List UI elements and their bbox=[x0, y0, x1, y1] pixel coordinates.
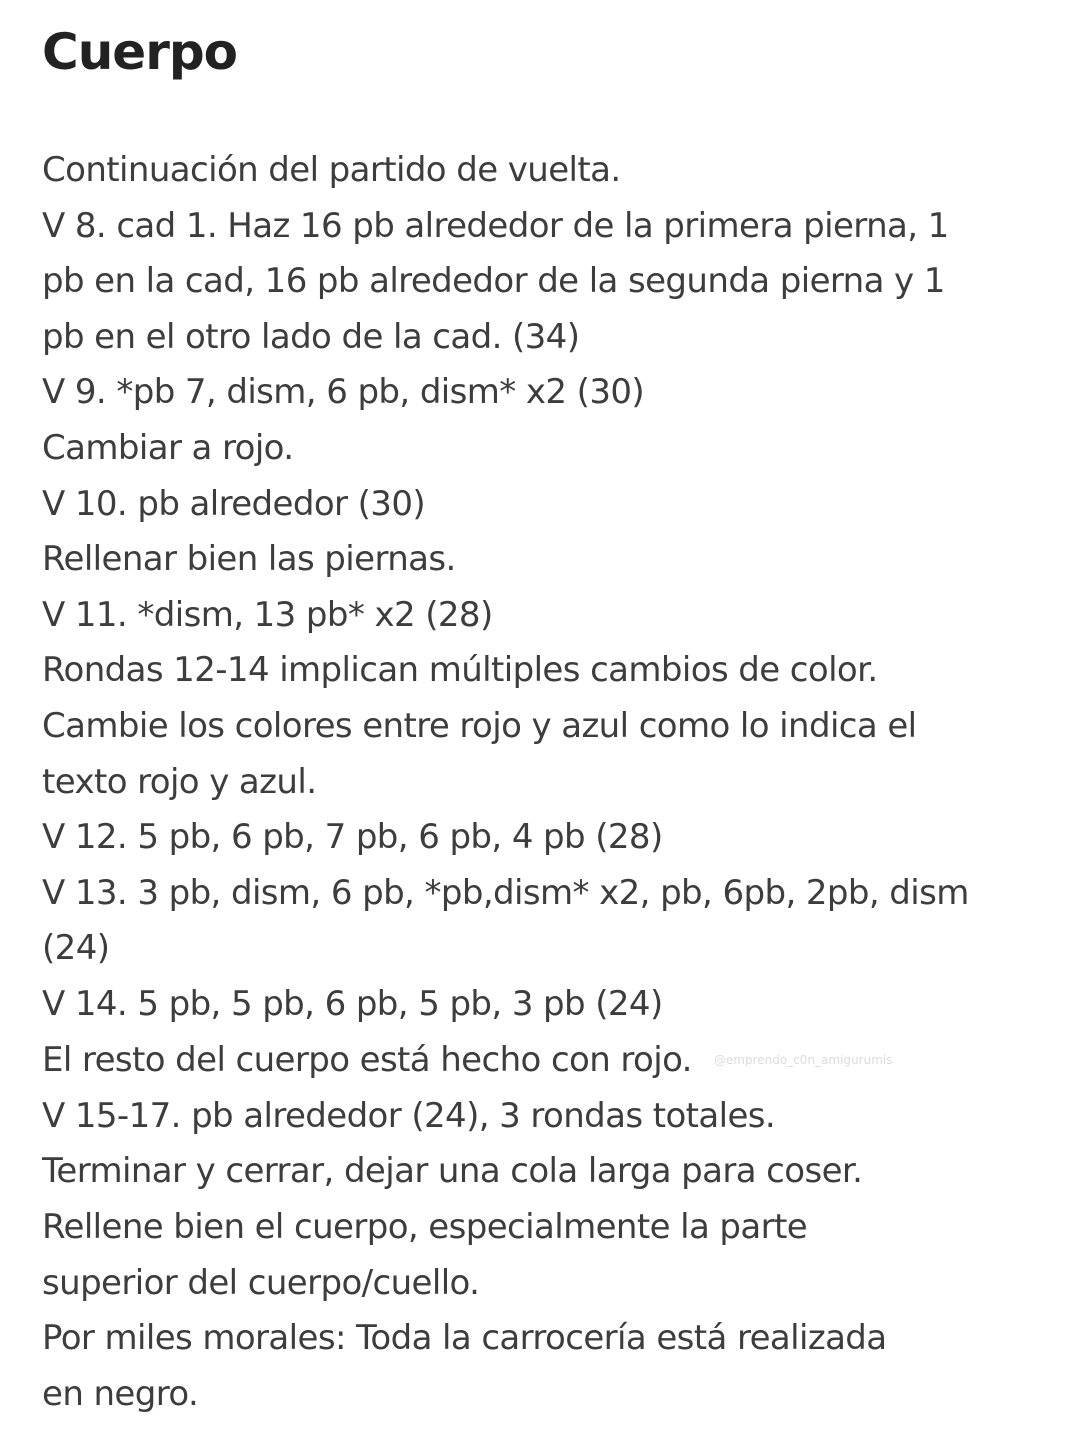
text-line: V 11. *dism, 13 pb* x2 (28) bbox=[42, 594, 493, 635]
text-line: pb en la cad, 16 pb alrededor de la segunda pierna y 1 bbox=[42, 261, 945, 302]
text-line: El resto del cuerpo está hecho con rojo. bbox=[42, 1039, 692, 1080]
text-line: Por miles morales: Toda la carrocería está realizada bbox=[42, 1318, 887, 1359]
text-line: superior del cuerpo/cuello. bbox=[42, 1262, 480, 1303]
text-line: (24) bbox=[42, 928, 110, 969]
text-line: texto rojo y azul. bbox=[42, 761, 317, 802]
text-line: Rellenar bien las piernas. bbox=[42, 539, 456, 580]
text-line: Rellene bien el cuerpo, especialmente la parte bbox=[42, 1206, 808, 1247]
text-line-with-watermark bbox=[42, 1033, 1052, 1089]
text-line: V 9. *pb 7, dism, 6 pb, dism* x2 (30) bbox=[42, 372, 645, 413]
text-line: Rondas 12-14 implican múltiples cambios de color. bbox=[42, 650, 878, 691]
text-line: Cambie los colores entre rojo y azul como lo indica el bbox=[42, 705, 917, 746]
text-line: pb en el otro lado de la cad. (34) bbox=[42, 316, 580, 357]
page-title: Cuerpo bbox=[42, 23, 238, 81]
text-line: V 15-17. pb alrededor (24), 3 rondas totales. bbox=[42, 1095, 776, 1136]
text-line: V 10. pb alrededor (30) bbox=[42, 483, 426, 524]
text-line: Terminar y cerrar, dejar una cola larga para coser. bbox=[42, 1151, 863, 1192]
text-line: V 13. 3 pb, dism, 6 pb, *pb,dism* x2, pb, 6pb, 2pb, dism bbox=[42, 872, 969, 913]
text-line: Cambiar a rojo. bbox=[42, 427, 294, 468]
text-line: Continuación del partido de vuelta. bbox=[42, 150, 621, 190]
text-line: en negro. bbox=[42, 1373, 199, 1414]
text-line: V 14. 5 pb, 5 pb, 6 pb, 5 pb, 3 pb (24) bbox=[42, 983, 663, 1024]
text-line: V 12. 5 pb, 6 pb, 7 pb, 6 pb, 4 pb (28) bbox=[42, 817, 663, 858]
pattern-instructions bbox=[42, 143, 1052, 1422]
text-line: V 8. cad 1. Haz 16 pb alrededor de la primera pierna, 1 bbox=[42, 205, 949, 246]
watermark: @emprendo_c0n_amigurumis bbox=[713, 1053, 893, 1068]
